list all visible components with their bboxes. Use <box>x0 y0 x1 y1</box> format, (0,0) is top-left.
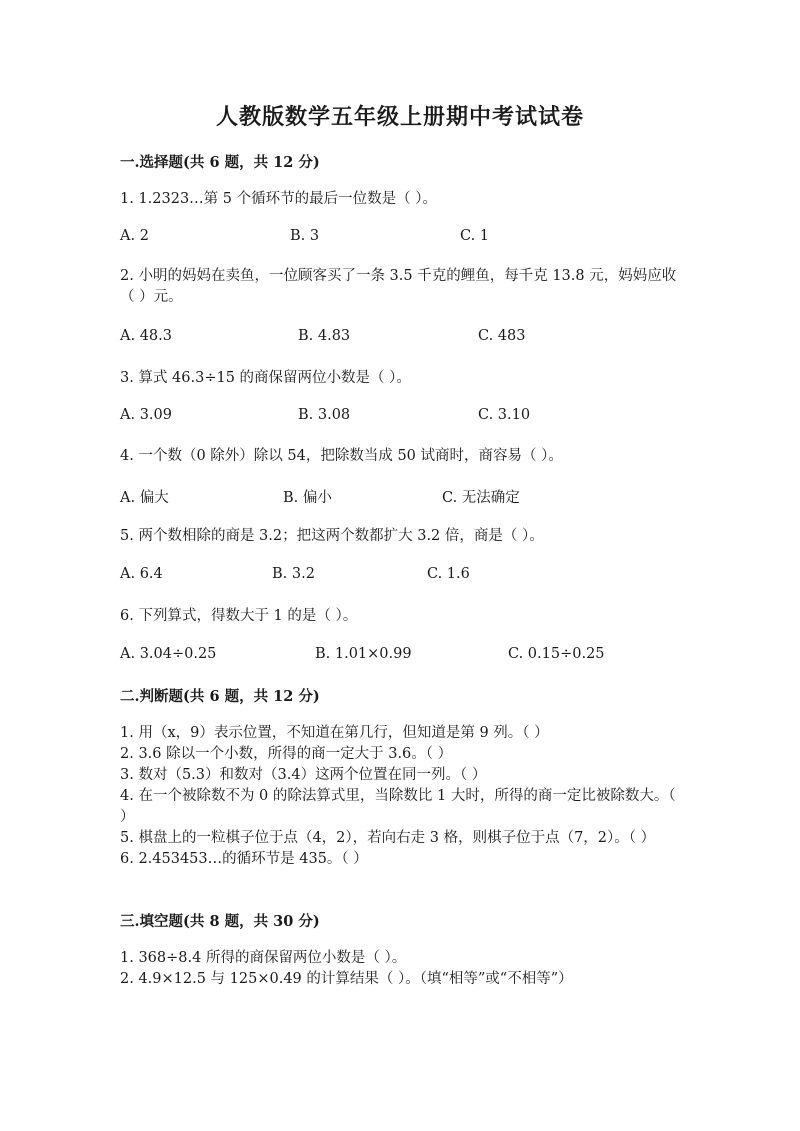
choice-6-option-a: A. 3.04÷0.25 <box>120 646 217 662</box>
fill-question-1: 1. 368÷8.4 所得的商保留两位小数是（ ）。 <box>120 950 407 966</box>
section-heading-choice: 一.选择题(共 6 题，共 12 分) <box>120 154 320 171</box>
choice-question-2: 2. 小明的妈妈在卖鱼，一位顾客买了一条 3.5 千克的鲤鱼，每千克 13.8 元，妈妈应收（ ）元。 <box>120 268 677 305</box>
choice-6-option-c: C. 0.15÷0.25 <box>508 646 605 662</box>
choice-2-option-a: A. 48.3 <box>120 328 172 344</box>
fill-question-2: 2. 4.9×12.5 与 125×0.49 的计算结果（ ）。（填“相等”或“不相等”） <box>120 971 573 987</box>
choice-2-option-c: C. 483 <box>478 328 526 344</box>
judge-question-3: 3. 数对（5.3）和数对（3.4）这两个位置在同一列。（ ） <box>120 767 487 783</box>
choice-4-option-c: C. 无法确定 <box>442 490 520 506</box>
choice-3-option-b: B. 3.08 <box>298 407 351 423</box>
choice-5-option-b: B. 3.2 <box>272 566 315 582</box>
section-heading-fill: 三.填空题(共 8 题，共 30 分) <box>120 913 320 930</box>
judge-question-4: 4. 在一个被除数不为 0 的除法算式里，当除数比 1 大时，所得的商一定比被除数大。（ ） <box>120 788 676 825</box>
judge-question-1: 1. 用（x，9）表示位置，不知道在第几行，但知道是第 9 列。（ ） <box>120 725 549 741</box>
choice-1-option-c: C. 1 <box>460 228 490 244</box>
section-heading-judge: 二.判断题(共 6 题，共 12 分) <box>120 688 320 705</box>
choice-6-option-b: B. 1.01×0.99 <box>315 646 412 662</box>
judge-question-5: 5. 棋盘上的一粒棋子位于点（4，2），若向右走 3 格，则棋子位于点（7，2）。（ ） <box>120 830 656 846</box>
choice-4-option-b: B. 偏小 <box>283 490 332 506</box>
judge-question-2: 2. 3.6 除以一个小数，所得的商一定大于 3.6。（ ） <box>120 746 453 762</box>
choice-1-option-b: B. 3 <box>290 228 320 244</box>
choice-question-4: 4. 一个数（0 除外）除以 54，把除数当成 50 试商时，商容易（ ）。 <box>120 448 563 464</box>
choice-question-5: 5. 两个数相除的商是 3.2；把这两个数都扩大 3.2 倍，商是（ ）。 <box>120 528 544 544</box>
choice-question-1: 1. 1.2323…第 5 个循环节的最后一位数是（ ）。 <box>120 191 437 207</box>
choice-1-option-a: A. 2 <box>120 228 149 244</box>
fill-question-list <box>120 948 680 990</box>
exam-title: 人教版数学五年级上册期中考试试卷 <box>215 104 584 130</box>
judge-question-list <box>120 723 680 870</box>
choice-2-option-b: B. 4.83 <box>298 328 351 344</box>
choice-question-3: 3. 算式 46.3÷15 的商保留两位小数是（ ）。 <box>120 370 411 386</box>
choice-question-6: 6. 下列算式，得数大于 1 的是（ ）。 <box>120 608 358 624</box>
choice-3-option-c: C. 3.10 <box>478 407 531 423</box>
choice-4-option-a: A. 偏大 <box>120 490 169 506</box>
choice-3-option-a: A. 3.09 <box>120 407 172 423</box>
choice-5-option-a: A. 6.4 <box>120 566 163 582</box>
judge-question-6: 6. 2.453453…的循环节是 435。（ ） <box>120 851 368 867</box>
choice-5-option-c: C. 1.6 <box>427 566 470 582</box>
